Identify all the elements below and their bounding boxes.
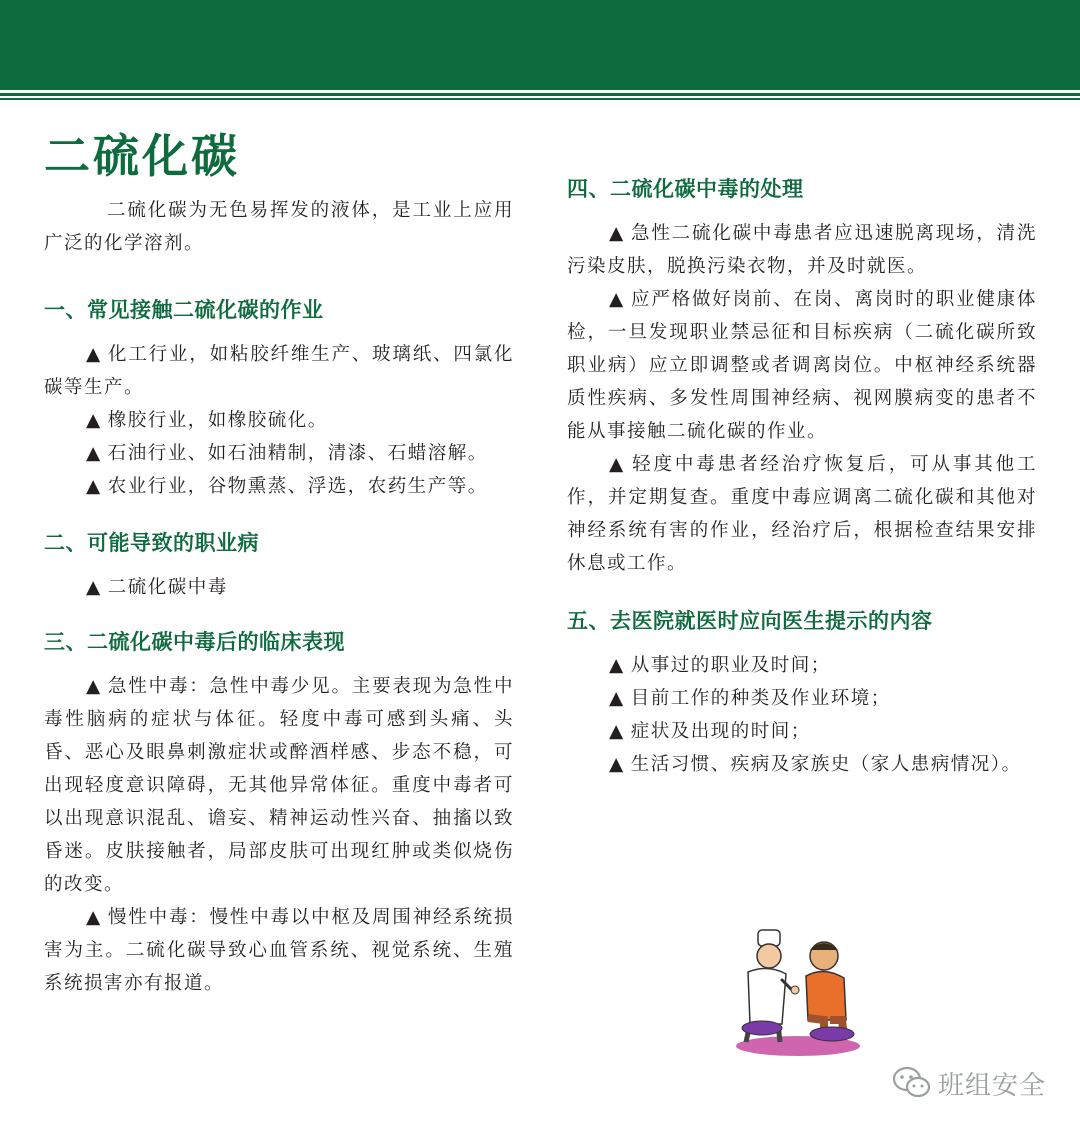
section-heading: 四、二硫化碳中毒的处理	[567, 177, 804, 201]
banner-rule-thin	[0, 98, 1080, 100]
list-item-text: 急性二硫化碳中毒患者应迅速脱离现场，清洗污染皮肤，脱换污染衣物，并及时就医。	[567, 223, 1037, 277]
section-heading: 三、二硫化碳中毒后的临床表现	[44, 630, 345, 654]
triangle-bullet-icon: ▲	[86, 344, 103, 365]
section-2	[44, 529, 514, 604]
list-item-text: 慢性中毒：慢性中毒以中枢及周围神经系统损害为主。二硫化碳导致心血管系统、视觉系统、生殖系统损害亦有报道。	[44, 907, 514, 994]
list-item	[567, 649, 1037, 682]
list-item-text: 应严格做好岗前、在岗、离岗时的职业健康体检，一旦发现职业禁忌征和目标疾病（二硫化碳所致职业病）应立即调整或者调离岗位。中枢神经系统器质性疾病、多发性周围神经病、视网膜病变的患者不能从事接触二硫化碳的作业。	[567, 289, 1037, 442]
triangle-bullet-icon: ▲	[609, 721, 625, 742]
list-item-text: 急性中毒：急性中毒少见。主要表现为急性中毒性脑病的症状与体征。轻度中毒可感到头痛、头昏、恶心及眼鼻刺激症状或醉酒样感、步态不稳，可出现轻度意识障碍，无其他异常体征。重度中毒者可以出现意识混乱、谵妄、精神运动性兴奋、抽搐以致昏迷。皮肤接触者，局部皮肤可出现红肿或类似烧伤的改变。	[44, 676, 514, 895]
triangle-bullet-icon: ▲	[86, 410, 102, 431]
list-item	[44, 571, 514, 604]
wechat-icon	[892, 1066, 932, 1100]
list-item	[567, 283, 1037, 448]
triangle-bullet-icon: ▲	[86, 577, 102, 598]
triangle-bullet-icon: ▲	[609, 754, 625, 775]
intro-paragraph: 二硫化碳为无色易挥发的液体，是工业上应用广泛的化学溶剂。	[44, 200, 514, 254]
list-item-text: 农业行业，谷物熏蒸、浮选，农药生产等。	[107, 476, 488, 497]
section-4	[567, 175, 1037, 580]
section-5	[567, 607, 1037, 781]
triangle-bullet-icon: ▲	[609, 289, 626, 310]
section-heading: 二、可能导致的职业病	[44, 531, 259, 555]
list-item-text: 石油行业、如石油精制，清漆、石蜡溶解。	[107, 443, 488, 464]
watermark	[892, 1063, 1046, 1103]
triangle-bullet-icon: ▲	[86, 443, 102, 464]
triangle-bullet-icon: ▲	[86, 676, 103, 697]
list-item-text: 化工行业，如粘胶纤维生产、玻璃纸、四氯化碳等生产。	[44, 344, 514, 398]
list-item-text: 橡胶行业，如橡胶硫化。	[107, 410, 328, 431]
list-item	[567, 448, 1037, 580]
watermark-text: 班组安全	[938, 1070, 1047, 1101]
list-item	[567, 748, 1037, 781]
list-item	[567, 682, 1037, 715]
banner-rule	[0, 93, 1080, 96]
triangle-bullet-icon: ▲	[86, 907, 103, 928]
triangle-bullet-icon: ▲	[609, 454, 627, 475]
list-item	[44, 470, 514, 503]
list-item	[44, 338, 514, 404]
section-3	[44, 628, 514, 1000]
doctor-patient-illustration	[720, 920, 865, 1060]
list-item-text: 目前工作的种类及作业环境；	[630, 688, 891, 709]
section-1	[44, 296, 514, 503]
list-item	[44, 437, 514, 470]
top-banner	[0, 0, 1080, 90]
list-item-text: 轻度中毒患者经治疗恢复后，可从事其他工作，并定期复查。重度中毒应调离二硫化碳和其他对神经系统有害的作业，经治疗后，根据检查结果安排休息或工作。	[567, 454, 1037, 574]
triangle-bullet-icon: ▲	[609, 223, 626, 244]
triangle-bullet-icon: ▲	[86, 476, 102, 497]
triangle-bullet-icon: ▲	[609, 655, 625, 676]
list-item	[44, 404, 514, 437]
section-heading: 一、常见接触二硫化碳的作业	[44, 298, 324, 322]
section-heading: 五、去医院就医时应向医生提示的内容	[567, 609, 933, 633]
intro-block	[44, 194, 514, 260]
triangle-bullet-icon: ▲	[609, 688, 625, 709]
list-item	[44, 670, 514, 901]
list-item	[567, 217, 1037, 283]
list-item	[567, 715, 1037, 748]
list-item-text: 二硫化碳中毒	[107, 577, 228, 598]
list-item	[44, 901, 514, 1000]
list-item-text: 从事过的职业及时间；	[630, 655, 831, 676]
list-item-text: 症状及出现的时间；	[630, 721, 811, 742]
list-item-text: 生活习惯、疾病及家族史（家人患病情况）。	[630, 754, 1022, 775]
page-title: 二硫化碳	[44, 129, 240, 183]
